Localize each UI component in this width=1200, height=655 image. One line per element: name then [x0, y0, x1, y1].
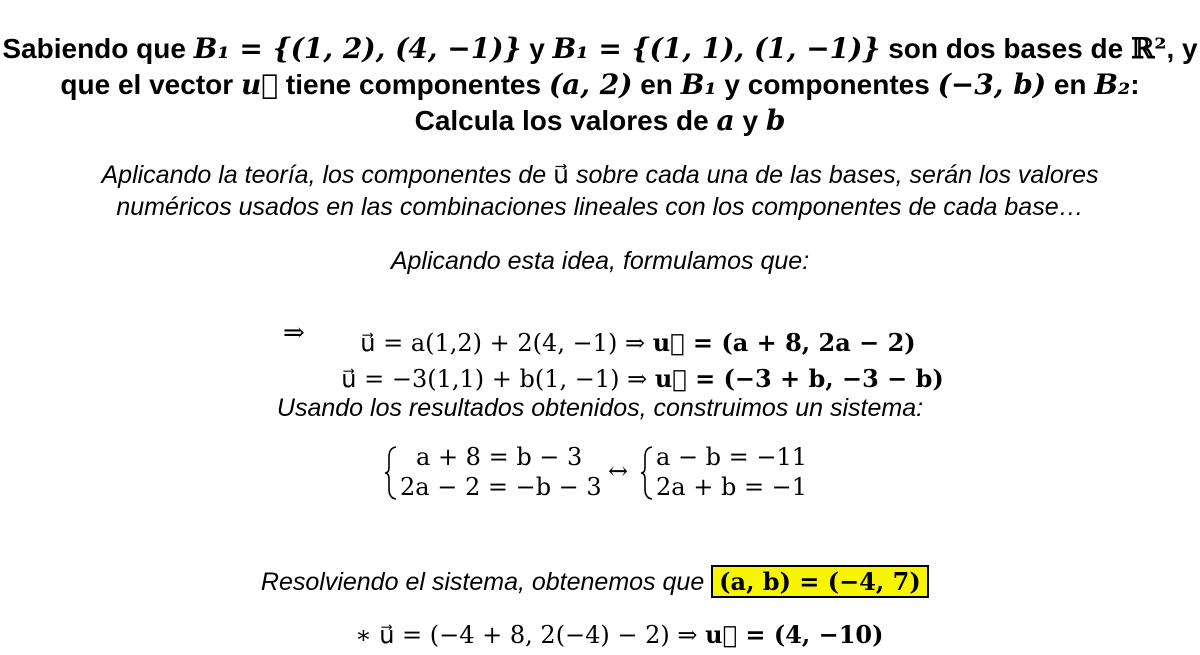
intro-text: Aplicando la teoría, los componentes de: [101, 161, 554, 189]
title-text: en: [632, 69, 681, 100]
var-a-math: a: [716, 104, 735, 137]
implies-arrow: ⇒: [283, 318, 305, 348]
equation-1-right: u⃗ = (a + 8, 2a − 2): [652, 328, 916, 357]
r2-math: ℝ²: [1130, 32, 1167, 65]
final-equation: [340, 592, 883, 649]
title-text: en: [1046, 69, 1095, 100]
system-intro-text: Usando los resultados obtenidos, construimos un sistema:: [276, 394, 924, 422]
equivalence-arrow: ↔: [608, 457, 629, 485]
intro-line-1: [0, 158, 1200, 192]
system-left-row-1: a + 8 = b − 3: [416, 443, 583, 471]
final-equation-right: u⃗ = (4, −10): [705, 620, 884, 649]
title-text: tiene componentes: [278, 69, 549, 100]
equation-1-left: u⃗ = a(1,2) + 2(4, −1) ⇒: [360, 329, 653, 357]
basis-b2-math: B₁ = {(1, 1), (1, −1)}: [552, 32, 881, 65]
final-equation-left: ∗ u⃗ = (−4 + 8, 2(−4) − 2) ⇒: [355, 621, 706, 649]
title-text: :: [1130, 69, 1140, 100]
vector-u-math: u⃗: [553, 160, 570, 189]
title-line-2: [0, 66, 1200, 103]
title-text: que el vector: [60, 69, 241, 100]
title-text: son dos bases de: [880, 33, 1131, 64]
equation-2-right: u⃗ = (−3 + b, −3 − b): [654, 364, 944, 393]
result-answer-highlight: (a, b) = (−4, 7): [711, 565, 929, 598]
title-text: y: [734, 105, 766, 136]
title-line-3: [0, 102, 1200, 139]
left-brace-icon: [384, 445, 398, 501]
system-left-row-2: 2a − 2 = −b − 3: [400, 473, 602, 501]
idea-text: Aplicando esta idea, formulamos que:: [390, 247, 810, 275]
equation-2: [326, 336, 944, 393]
intro-line-2: numéricos usados en las combinaciones lineales con los componentes de cada base…: [116, 193, 1084, 221]
title-text: Sabiendo que: [2, 33, 194, 64]
title-line-1: [0, 30, 1200, 67]
base-b1-math: B₁: [680, 68, 717, 101]
title-text: y: [521, 33, 553, 64]
basis-b1-math: B₁ = {(1, 2), (4, −1)}: [193, 32, 522, 65]
equation-2-left: u⃗ = −3(1,1) + b(1, −1) ⇒: [341, 365, 655, 393]
var-b-math: b: [765, 104, 786, 137]
title-text: y componentes: [716, 69, 938, 100]
result-line: [247, 528, 929, 600]
base-b2-math: B₂: [1094, 68, 1131, 101]
left-brace-icon: [640, 445, 654, 501]
title-text: , y: [1166, 33, 1198, 64]
system-right-row-1: a − b = −11: [656, 443, 808, 471]
components-1-math: (a, 2): [548, 68, 633, 101]
vector-u-math: u⃗: [240, 68, 279, 101]
components-2-math: (−3, b): [937, 68, 1047, 101]
title-text: Calcula los valores de: [414, 105, 717, 136]
result-text: Resolviendo el sistema, obtenemos que: [260, 568, 712, 596]
system-right-row-2: 2a + b = −1: [656, 473, 808, 501]
intro-text: sobre cada una de las bases, serán los valores: [569, 161, 1099, 189]
